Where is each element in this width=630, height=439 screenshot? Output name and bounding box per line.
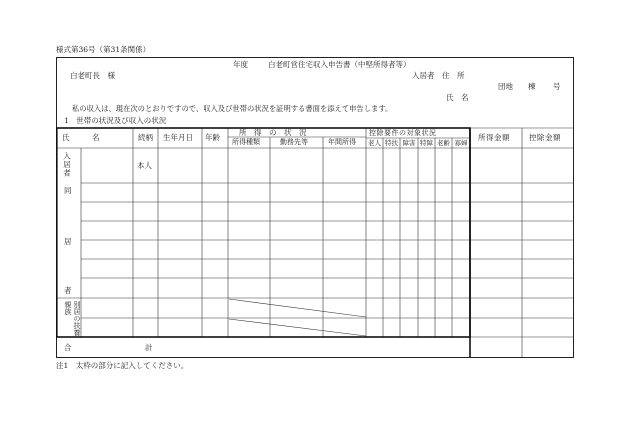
col-employer-header: 勤務先等 bbox=[280, 138, 308, 146]
row-cohabitant-char-2: 居 bbox=[64, 237, 72, 246]
row-dependents-outside-label bbox=[59, 301, 81, 337]
deduction-widow-header: 寡婦 bbox=[454, 139, 468, 147]
deduction-old-age-header: 老齢 bbox=[437, 139, 450, 147]
addressee: 白老町長 様 bbox=[70, 71, 115, 80]
section-heading: 1 世帯の状況及び収入の状況 bbox=[64, 116, 167, 125]
table-grid-lines bbox=[56, 128, 574, 357]
col-birthdate-header: 生年月日 bbox=[163, 133, 193, 142]
deduction-elderly-header: 老人 bbox=[368, 139, 381, 147]
col-relationship-header: 続柄 bbox=[138, 133, 153, 142]
footnote: 注1 太枠の部分に記入してください。 bbox=[56, 361, 189, 370]
col-income-amount-header: 所得金額 bbox=[478, 133, 510, 142]
building-label: 棟 bbox=[528, 82, 536, 91]
fill-in-area-thick-border bbox=[57, 128, 470, 337]
total-char-1: 合 bbox=[64, 343, 72, 352]
row-cohabitant-char-1: 同 bbox=[64, 186, 72, 195]
resident-address-label: 入居者 住 所 bbox=[412, 71, 465, 80]
col-name-header: 氏 名 bbox=[62, 133, 100, 142]
declaration-text: 私の収入は、現在次のとおりですので、収入及び世帯の状況を証明する書面を添えて申告します。 bbox=[72, 104, 393, 113]
resident-relationship-value: 本人 bbox=[137, 161, 152, 170]
col-age-header: 年齢 bbox=[205, 133, 220, 142]
col-deduction-status-header: 控除要件の対象状況 bbox=[369, 129, 437, 137]
fiscal-year-label: 年度 bbox=[233, 60, 248, 69]
col-income-type-header: 所得種類 bbox=[232, 138, 260, 146]
deduction-disability-header: 障害 bbox=[402, 139, 416, 147]
form-title: 白老町営住宅収入申告書（中堅所得者等） bbox=[268, 60, 411, 69]
col-annual-income-header: 年間所得 bbox=[328, 138, 356, 146]
deduction-special-disability-header: 特障 bbox=[420, 139, 433, 147]
form-number: 様式第36号（第31条関係） bbox=[56, 45, 151, 54]
name-label: 氏 名 bbox=[446, 93, 469, 102]
housing-complex-label: 団地 bbox=[498, 82, 513, 91]
deduction-special-dependent-header: 特扶 bbox=[385, 139, 398, 147]
total-char-2: 計 bbox=[145, 343, 153, 352]
row-resident-label: 入居者 bbox=[62, 152, 72, 178]
room-label: 号 bbox=[553, 82, 561, 91]
dependents-outside-text: 別居の扶養親族 bbox=[64, 301, 81, 336]
row-cohabitant-char-3: 者 bbox=[64, 286, 72, 295]
col-deduction-amount-header: 控除金額 bbox=[529, 133, 561, 142]
col-income-status-header: 所 得 の 状 況 bbox=[239, 128, 307, 137]
